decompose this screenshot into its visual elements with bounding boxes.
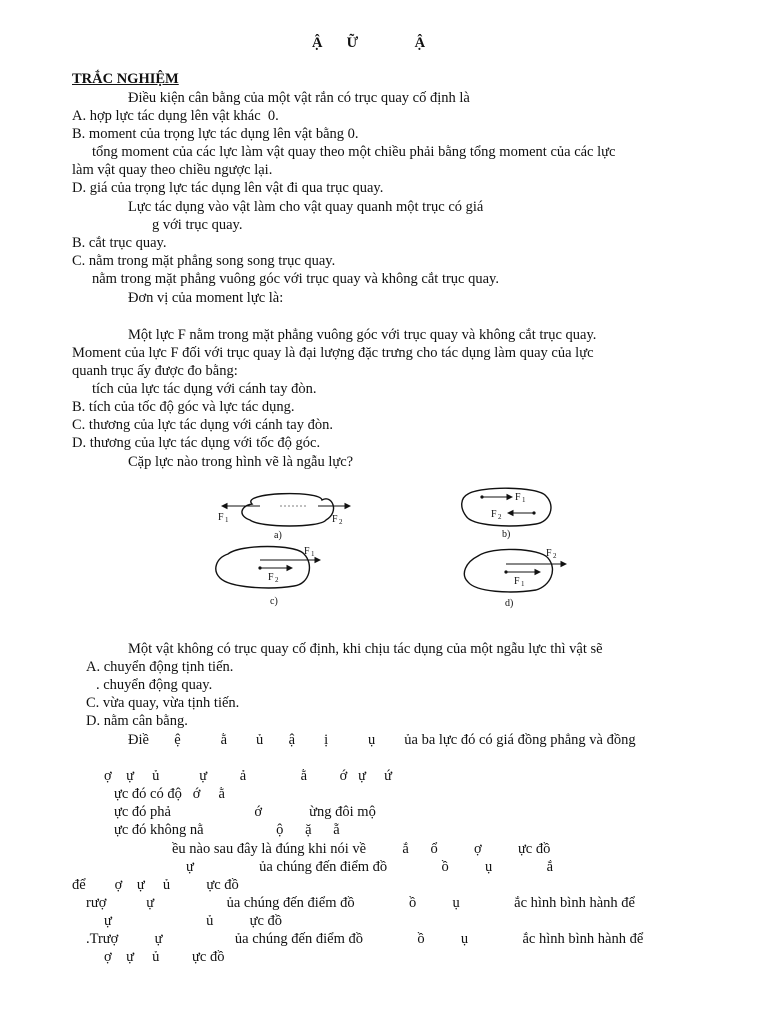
q8-option-b-line1: rượ ự ủa chúng đến điểm đồ ồ ụ ắc hình bình hành để: [86, 895, 635, 911]
q6-option-d: D. nằm cân bằng.: [86, 713, 188, 729]
label-f2-a-sub: 2: [339, 518, 343, 526]
figure-panel-c: [216, 546, 320, 607]
figure-panel-b: [462, 488, 551, 540]
label-f1-d: F: [514, 576, 520, 587]
q1-option-b: B. moment của trọng lực tác dụng lên vật bằng 0.: [72, 126, 359, 142]
label-f2-d: F: [546, 548, 552, 559]
q2-stem-line1: Lực tác dụng vào vật làm cho vật quay quanh một trục có giá: [128, 199, 484, 215]
panel-label-a: a): [274, 530, 282, 541]
q4-option-b: B. tích của tốc độ góc và lực tác dụng.: [72, 399, 295, 415]
q7-stem: Điề ệ ằ ủ ậ ị ụ ủa ba lực đó có giá đồng phẳng và đồng: [128, 732, 636, 748]
q6-option-c: C. vừa quay, vừa tịnh tiến.: [86, 695, 240, 711]
q8-option-c-line2: ợ ự ủ ực đồ: [104, 949, 225, 965]
q7-option-b: ực đó có độ ớ ằ: [114, 786, 225, 802]
label-f2-b: F: [491, 509, 497, 520]
couple-figure: [210, 482, 570, 617]
label-f1-d-sub: 1: [521, 580, 525, 588]
q7-option-c: ực đó phả ớ ừng đôi mộ: [114, 804, 376, 820]
q1-option-c-line2: làm vật quay theo chiều ngược lại.: [72, 162, 273, 178]
panel-label-b: b): [502, 529, 511, 540]
q4-option-d: D. thương của lực tác dụng với tốc độ góc.: [72, 435, 321, 451]
q6-option-b: . chuyển động quay.: [96, 677, 213, 693]
q8-option-a-line1: ự ủa chúng đến điểm đồ ồ ụ ắ: [186, 859, 554, 875]
q1-option-d: D. giá của trọng lực tác dụng lên vật đi qua trục quay.: [72, 180, 384, 196]
q7-option-a: ợ ự ủ ự ả ằ ớ ự ứ: [104, 768, 393, 784]
label-f1-b-sub: 1: [522, 496, 526, 504]
q1-stem: Điều kiện cân bằng của một vật rắn có trục quay cố định là: [128, 90, 470, 106]
label-f2-c: F: [268, 572, 274, 583]
label-f2-c-sub: 2: [275, 576, 279, 584]
q4-option-c: C. thương của lực tác dụng với cánh tay đòn.: [72, 417, 333, 433]
q4-option-a: tích của lực tác dụng với cánh tay đòn.: [92, 381, 317, 397]
panel-b-body: [462, 488, 551, 526]
q8-option-b-line2: ự ủ ực đồ: [104, 913, 283, 929]
label-f1-c-sub: 1: [311, 550, 315, 558]
q1-option-a: A. hợp lực tác dụng lên vật khác 0.: [72, 108, 279, 124]
q6-option-a: A. chuyển động tịnh tiến.: [86, 659, 234, 675]
q3-stem: Đơn vị của moment lực là:: [128, 290, 284, 306]
section-heading: TRẮC NGHIỆM: [72, 71, 179, 87]
q1-option-c-line1: tổng moment của các lực làm vật quay theo một chiều phải bằng tổng moment của các lực: [92, 144, 616, 160]
q7-option-d: ực đó không nằ ộ ặ ẵ: [114, 822, 340, 838]
panel-d-body: [464, 549, 552, 592]
label-f2-d-sub: 2: [553, 552, 557, 560]
page-title: Ậ Ữ Ậ: [312, 35, 427, 51]
panel-a-body: [242, 494, 334, 526]
panel-label-c: c): [270, 596, 278, 607]
panel-c-body: [216, 547, 310, 588]
label-f2-b-sub: 2: [498, 513, 502, 521]
q6-stem: Một vật không có trục quay cố định, khi chịu tác dụng của một ngẫu lực thì vật sẽ: [128, 641, 603, 657]
q4-stem-line2: Moment của lực F đối với trục quay là đại lượng đặc trưng cho tác dụng làm quay của lực: [72, 345, 594, 361]
q8-option-c-line1: .Trượ ự ủa chúng đến điểm đồ ồ ụ ắc hình bình hành để: [86, 931, 644, 947]
q4-stem-line1: Một lực F nằm trong mặt phẳng vuông góc với trục quay và không cắt trục quay.: [128, 327, 597, 343]
figure-panel-d: [464, 548, 566, 609]
label-f1-b: F: [515, 492, 521, 503]
q2-stem-line2: g với trục quay.: [152, 217, 243, 233]
figure-panel-a: [218, 494, 350, 541]
q2-option-c: C. nằm trong mặt phẳng song song trục quay.: [72, 253, 336, 269]
panel-label-d: d): [505, 598, 514, 609]
q8-option-a-line2: để ợ ự ủ ực đồ: [72, 877, 239, 893]
q5-stem: Cặp lực nào trong hình vẽ là ngẫu lực?: [128, 454, 354, 470]
q4-stem-line3: quanh trục ấy được đo bằng:: [72, 363, 238, 379]
q2-option-d: nằm trong mặt phẳng vuông góc với trục quay và không cắt trục quay.: [92, 271, 499, 287]
label-f1-a-sub: 1: [225, 516, 229, 524]
q2-option-b: B. cắt trục quay.: [72, 235, 167, 251]
q8-stem: ều nào sau đây là đúng khi nói về ắ ổ ợ ực đồ: [172, 841, 551, 857]
label-f1-c: F: [304, 546, 310, 557]
label-f1-a: F: [218, 512, 224, 523]
label-f2-a: F: [332, 514, 338, 525]
